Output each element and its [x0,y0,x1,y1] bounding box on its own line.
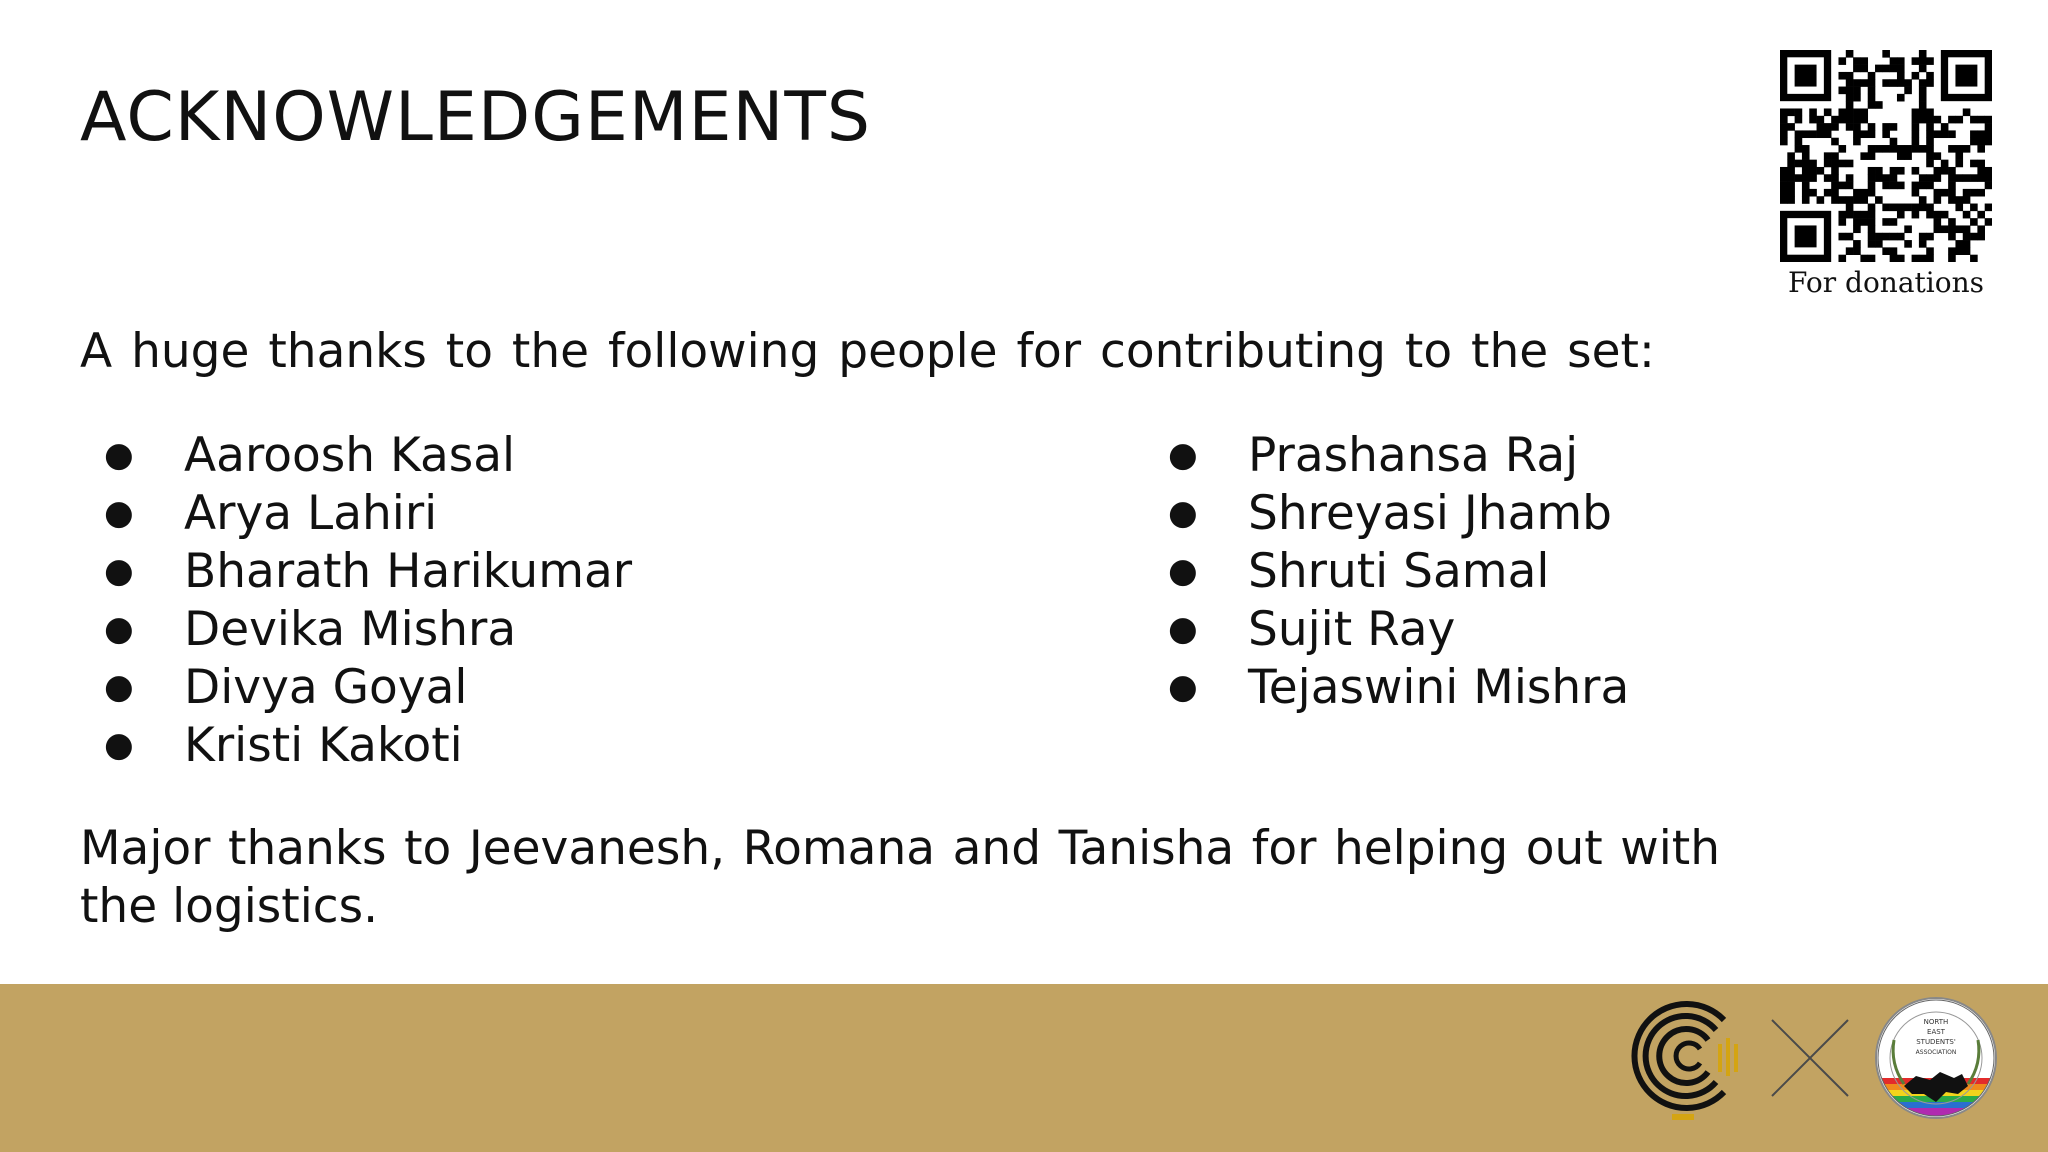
donation-block [1780,50,1992,299]
logistics-thanks-text: Major thanks to Jeevanesh, Romana and Tanisha for helping out with the logistics. [80,821,1720,934]
contributor-name: Tejaswini Mishra [1248,659,1630,715]
contributor-name: Divya Goyal [184,659,468,715]
contributors-right-list [1168,426,1629,716]
contributor-name: Arya Lahiri [184,485,438,541]
slide-title: ACKNOWLEDGEMENTS [80,78,872,157]
seal-text: STUDENTS' [1916,1038,1956,1046]
list-item [104,716,632,774]
list-item [104,658,632,716]
seal-text: EAST [1927,1028,1945,1036]
bullet-icon: ● [104,435,134,475]
list-item [1168,426,1629,484]
contributor-name: Bharath Harikumar [184,543,633,599]
list-item [1168,600,1629,658]
list-item [1168,484,1629,542]
intro-text: A huge thanks to the following people for contributing to the set: [80,324,1655,379]
list-item [104,426,632,484]
list-item [104,600,632,658]
list-item [104,542,632,600]
list-item [1168,542,1629,600]
north-east-students-association-seal-icon [1874,994,1998,1128]
contributor-name: Devika Mishra [184,601,517,657]
bullet-icon: ● [104,725,134,765]
donation-caption: For donations [1787,266,1984,299]
qr-code-icon[interactable] [1780,50,1992,262]
bullet-icon: ● [104,493,134,533]
contributor-name: Aaroosh Kasal [184,427,516,483]
bullet-icon: ● [1168,493,1198,533]
seal-text: ASSOCIATION [1915,1049,1957,1056]
cross-icon [1770,1018,1850,1098]
bullet-icon: ● [1168,551,1198,591]
bullet-icon: ● [1168,609,1198,649]
contributor-name: Prashansa Raj [1248,427,1579,483]
bullet-icon: ● [104,551,134,591]
list-item [104,484,632,542]
bullet-icon: ● [1168,667,1198,707]
contributor-name: Shruti Samal [1248,543,1550,599]
bullet-icon: ● [1168,435,1198,475]
bullet-icon: ● [104,609,134,649]
contributor-name: Sujit Ray [1248,601,1456,657]
seal-text: NORTH [1923,1018,1949,1026]
contributor-name: Kristi Kakoti [184,717,463,773]
list-item [1168,658,1629,716]
bullet-icon: ● [104,667,134,707]
contributors-left-list [104,426,632,774]
contributor-name: Shreyasi Jhamb [1248,485,1612,541]
club-c-logo-icon [1626,1000,1742,1124]
